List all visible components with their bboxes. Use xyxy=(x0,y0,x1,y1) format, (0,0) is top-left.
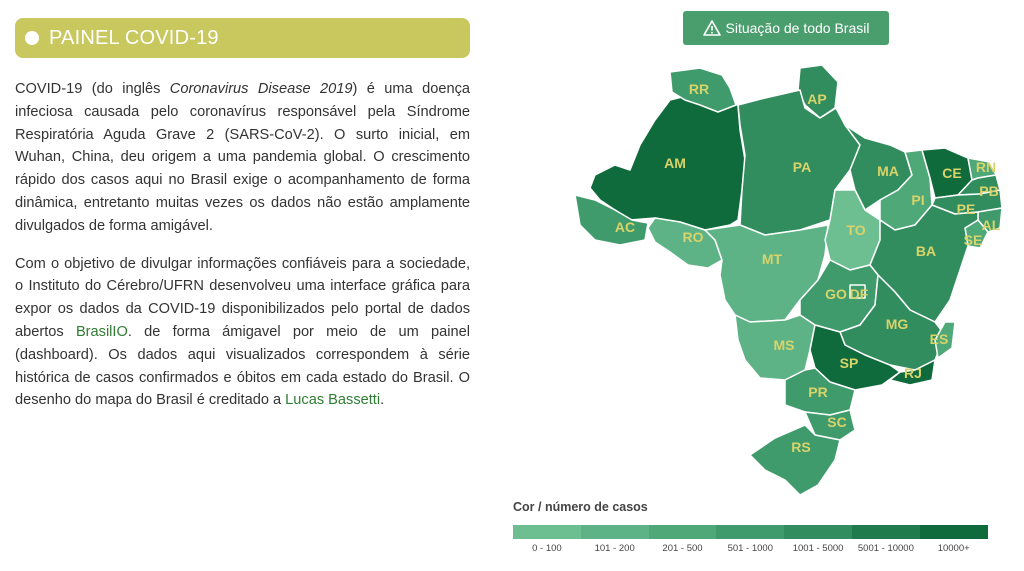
label-mt: MT xyxy=(761,251,783,267)
brazil-overview-button[interactable] xyxy=(683,11,889,45)
intro-text: Com o objetivo de divulgar informações confiáveis para a sociedade, o Instituto do Cérebro/UFRN desenvolveu uma interface gráfica para expor os dados da COVID-19 disponibilizados pelo portal de dados abertos xyxy=(15,255,470,340)
brazil-map xyxy=(560,60,1024,500)
label-ma: MA xyxy=(877,163,899,179)
info-panel xyxy=(15,18,470,412)
brazil-map-svg xyxy=(560,60,1024,500)
intro-paragraph-2 xyxy=(15,253,470,413)
label-pe: PE xyxy=(956,201,976,217)
panel-title: PAINEL COVID-19 xyxy=(49,26,219,49)
brazil-overview-label: Situação de todo Brasil xyxy=(725,20,870,36)
legend-swatch xyxy=(784,525,852,539)
intro-text: COVID-19 (do inglês xyxy=(15,81,170,97)
legend-label: 5001 - 10000 xyxy=(857,543,914,554)
label-sc: SC xyxy=(827,414,847,430)
label-pb: PB xyxy=(979,183,999,199)
label-ms: MS xyxy=(773,337,795,353)
label-go: GO xyxy=(825,286,847,302)
legend-labels xyxy=(513,543,988,554)
label-ce: CE xyxy=(942,165,962,181)
label-ro: RO xyxy=(682,229,704,245)
label-to: TO xyxy=(846,222,866,238)
legend-swatch xyxy=(581,525,649,539)
label-es: ES xyxy=(929,331,949,347)
label-rr: RR xyxy=(688,81,710,97)
label-ac: AC xyxy=(614,219,636,235)
legend-label: 1001 - 5000 xyxy=(792,543,844,554)
label-al: AL xyxy=(981,217,1001,233)
label-pi: PI xyxy=(911,192,925,208)
label-rn: RN xyxy=(975,159,997,175)
label-se: SE xyxy=(963,232,983,248)
label-rs: RS xyxy=(791,439,811,455)
legend-label: 101 - 200 xyxy=(594,543,635,554)
bullet-icon xyxy=(25,31,39,45)
intro-italic-text: Coronavirus Disease 2019 xyxy=(169,81,353,97)
legend-label: 501 - 1000 xyxy=(727,543,773,554)
legend-title: Cor / número de casos xyxy=(513,500,648,514)
legend-swatch xyxy=(716,525,784,539)
legend-swatch xyxy=(920,525,988,539)
legend-label: 0 - 100 xyxy=(532,543,562,554)
legend-swatch xyxy=(649,525,717,539)
label-df: DF xyxy=(849,286,869,302)
panel-header xyxy=(15,18,470,58)
label-sp: SP xyxy=(839,355,859,371)
label-rj: RJ xyxy=(904,365,922,381)
legend-color-bar xyxy=(513,525,988,539)
label-pa: PA xyxy=(792,159,812,175)
label-ap: AP xyxy=(807,91,827,107)
label-ba: BA xyxy=(915,243,937,259)
intro-text: . de forma ámigavel por meio de um painel (dashboard). Os dados aqui visualizados correspondem à série histórica de casos confirmados e óbitos em cada estado do Brasil. O desenho do mapa do Brasil é creditado a xyxy=(15,323,470,409)
label-pr: PR xyxy=(808,384,828,400)
intro-text: ) é uma doença infeciosa causada pelo coronavírus responsável pela Síndrome Respiratória Aguda Grave 2 (SARS-CoV-2). O surto inicial, em Wuhan, China, deu origem a uma pandemia global. O crescimento rápido dos casos aqui no Brasil exige o acompanhamento de forma dinâmica, entretanto muitas vezes os dados não estão amplamente divulgados de forma amigável. xyxy=(15,81,470,234)
legend-label: 10000+ xyxy=(937,543,970,554)
intro-paragraph-1 xyxy=(15,78,470,238)
legend-label: 201 - 500 xyxy=(662,543,703,554)
intro-text: . xyxy=(380,392,385,409)
label-am: AM xyxy=(664,155,686,171)
legend-swatch xyxy=(852,525,920,539)
warning-icon xyxy=(703,20,721,36)
legend-swatch xyxy=(513,525,581,539)
lucas-bassetti-link[interactable]: Lucas Bassetti xyxy=(285,392,381,409)
label-mg: MG xyxy=(885,316,909,332)
brasilio-link[interactable]: BrasilIO xyxy=(75,323,128,340)
